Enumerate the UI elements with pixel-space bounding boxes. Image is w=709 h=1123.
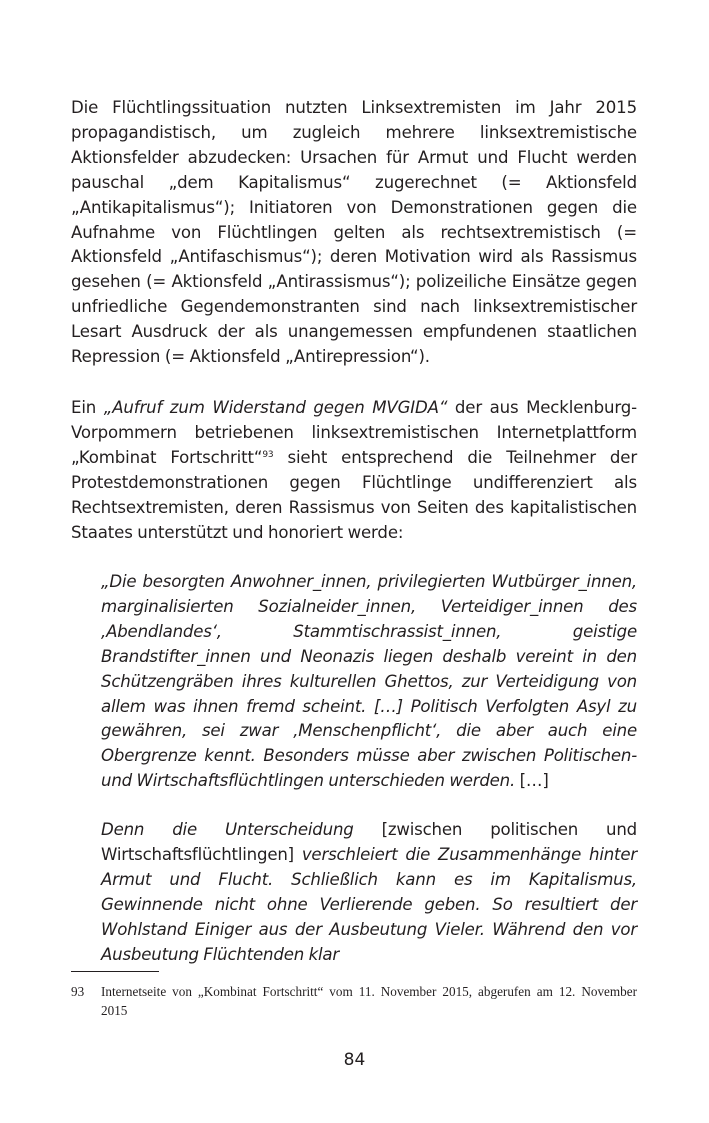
quote-ellipsis: […] bbox=[519, 771, 549, 791]
paragraph-kombinat bbox=[71, 396, 637, 545]
quote-text: „Die besorgten Anwohner_innen, privilegierten Wutbürger_innen, marginalisierten Sozialneider_innen, Verteidiger_innen des ‚Abendlandes‘, Stammtischrassist_innen, geistige Brandstifter_innen und Neonazis liegen deshalb vereint in den Schützengräben ihres kulturellen Ghettos, zur Verteidigung von allem was ihnen fremd scheint. […] Politisch Verfolgten Asyl zu gewähren, sei zwar ‚Menschenpflicht‘, die aber auch eine Obergrenze kennt. Besonders müsse aber zwischen Politischen- und Wirtschaftsflüchtlingen unterschieden werden. bbox=[101, 572, 637, 791]
paragraph-text-before: Ein bbox=[71, 398, 104, 417]
block-quote-second bbox=[101, 818, 637, 967]
paragraph-intro: Die Flüchtlingssituation nutzten Linksextremisten im Jahr 2015 propagandistisch, um zugleich mehrere linksextremistische Aktionsfelder abzudecken: Ursachen für Armut und Flucht werden pauschal „dem Kapitalismus“ zugerechnet (= Aktionsfeld „Antikapitalismus“); Initiatoren von Demonstrationen gegen die Aufnahme von Flüchtlingen gelten als rechtsextremistisch (= Aktionsfeld „Antifaschismus“); deren Motivation wird als Rassismus gesehen (= Aktionsfeld „Antirassismus“); polizeiliche Einsätze gegen unfriedliche Gegendemonstranten sind nach linksextremistischer Lesart Ausdruck der als unangemessen empfundenen staatlichen Repression (= Aktionsfeld „Antirepression“). bbox=[71, 98, 637, 367]
block-quote-first bbox=[101, 570, 637, 794]
paragraph-text-middle: der aus Mecklenburg-Vorpommern betriebenen linksextremistischen Internetplattform „Kombinat Fortschritt“ bbox=[71, 398, 637, 467]
quote-text-start: Denn die Unterscheidung bbox=[101, 820, 382, 839]
footnote bbox=[71, 983, 637, 1020]
quoted-title: „Aufruf zum Widerstand gegen MVGIDA“ bbox=[103, 398, 448, 417]
footnote-divider bbox=[71, 971, 159, 972]
quote-insertion: [zwischen politischen und Wirtschaftsflüchtlingen] bbox=[101, 820, 637, 864]
page-number: 84 bbox=[343, 1050, 366, 1070]
footnote-reference[interactable]: 93 bbox=[262, 449, 274, 460]
footnote-text: Internetseite von „Kombinat Fortschritt“ vom 11. November 2015, abgerufen am 12. November 2015 bbox=[101, 984, 637, 1018]
footnote-number: 93 bbox=[71, 984, 85, 999]
paragraph-text-after: sieht entsprechend die Teilnehmer der Protestdemonstrationen gegen Flüchtlinge undifferenziert als Rechtsextremisten, deren Rassismus von Seiten des kapitalistischen Staates unterstützt und honoriert werde: bbox=[71, 447, 637, 542]
quote-text-rest: verschleiert die Zusammenhänge hinter Armut und Flucht. Schließlich kann es im Kapitalismus, Gewinnende nicht ohne Verlierende geben. So resultiert der Wohlstand Einiger aus der Ausbeutung Vieler. Während den vor Ausbeutung Flüchtenden klar bbox=[101, 844, 637, 964]
